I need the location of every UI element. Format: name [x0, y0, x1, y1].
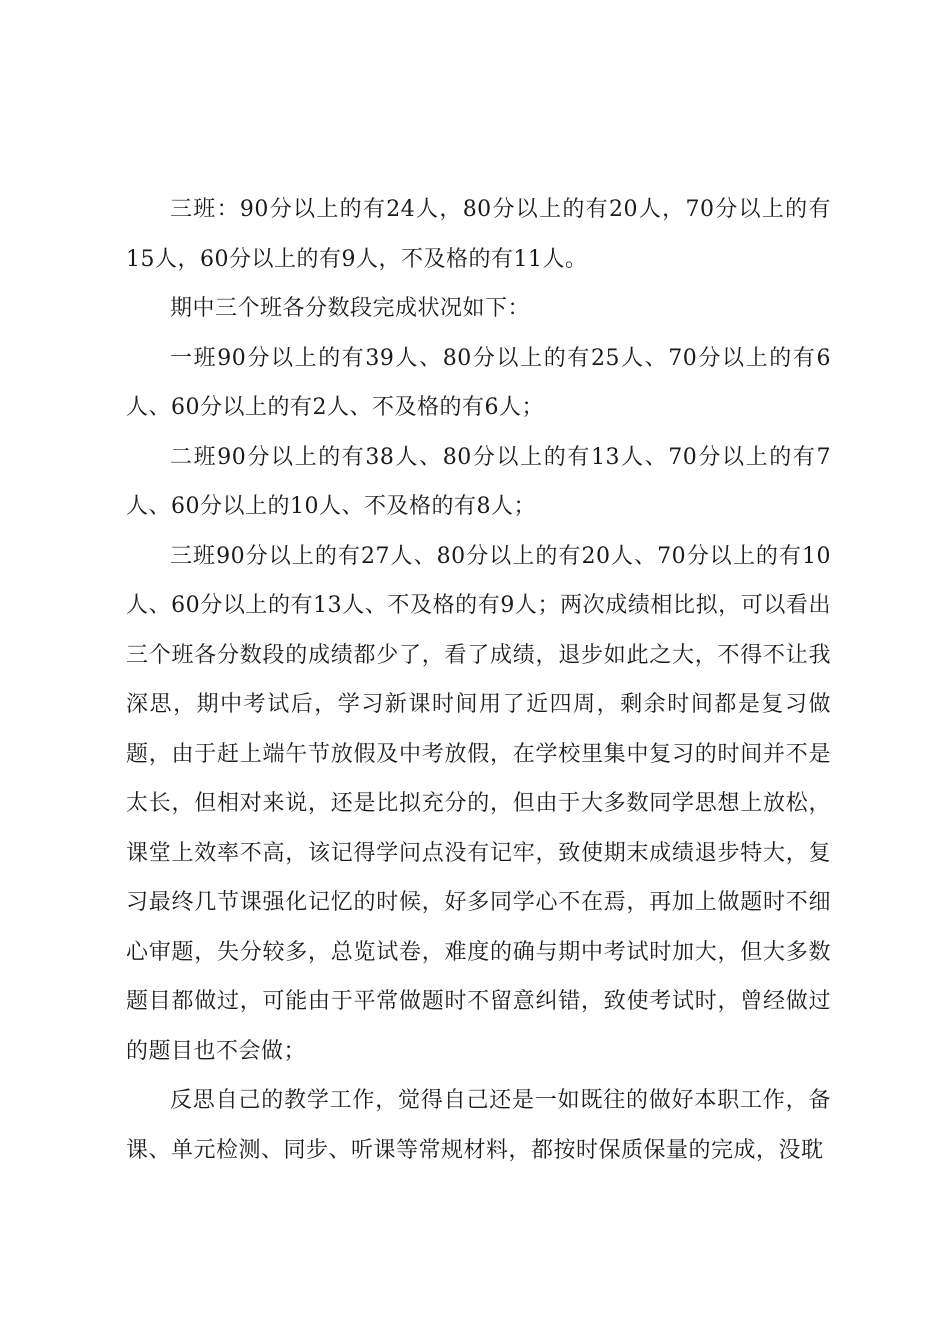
paragraph-class3-final-scores: 三班：90分以上的有24人，80分以上的有20人，70分以上的有15人，60分以上的有9人，不及格的有11人。 — [126, 197, 831, 272]
paragraph-class3-midterm-analysis: 三班90分以上的有27人、80分以上的有20人、70分以上的有10人、60分以上的有13人、不及格的有9人；两次成绩相比拟，可以看出三个班各分数段的成绩都少了，看了成绩，退步如此之大，不得不让我深思，期中考试后，学习新课时间用了近四周，剩余时间都是复习做题，由于赶上端午节放假及中考放假，在学校里集中复习的时间并不是太长，但相对来说，还是比拟充分的，但由于大多数同学思想上放松，课堂上效率不高，该记得学问点没有记牢，致使期末成绩退步特大，复习最终几节课强化记忆的时候，好多同学心不在焉，再加上做题时不细心审题，失分较多，总览试卷，难度的确与期中考试时加大，但大多数题目都做过，可能由于平常做题时不留意纠错，致使考试时，曾经做过的题目也不会做； — [126, 543, 831, 1064]
paragraph-class2-midterm: 二班90分以上的有38人、80分以上的有13人、70分以上的有7人、60分以上的10人、不及格的有8人； — [126, 444, 831, 519]
paragraph-class1-midterm: 一班90分以上的有39人、80分以上的有25人、70分以上的有6人、60分以上的有2人、不及格的有6人； — [126, 345, 831, 420]
paragraph-self-reflection: 反思自己的教学工作，觉得自己还是一如既往的做好本职工作，备课、单元检测、同步、听课等常规材料，都按时保质保量的完成，没耽 — [126, 1088, 831, 1163]
paragraph-midterm-intro: 期中三个班各分数段完成状况如下： — [170, 296, 531, 321]
document-body — [126, 185, 831, 1175]
